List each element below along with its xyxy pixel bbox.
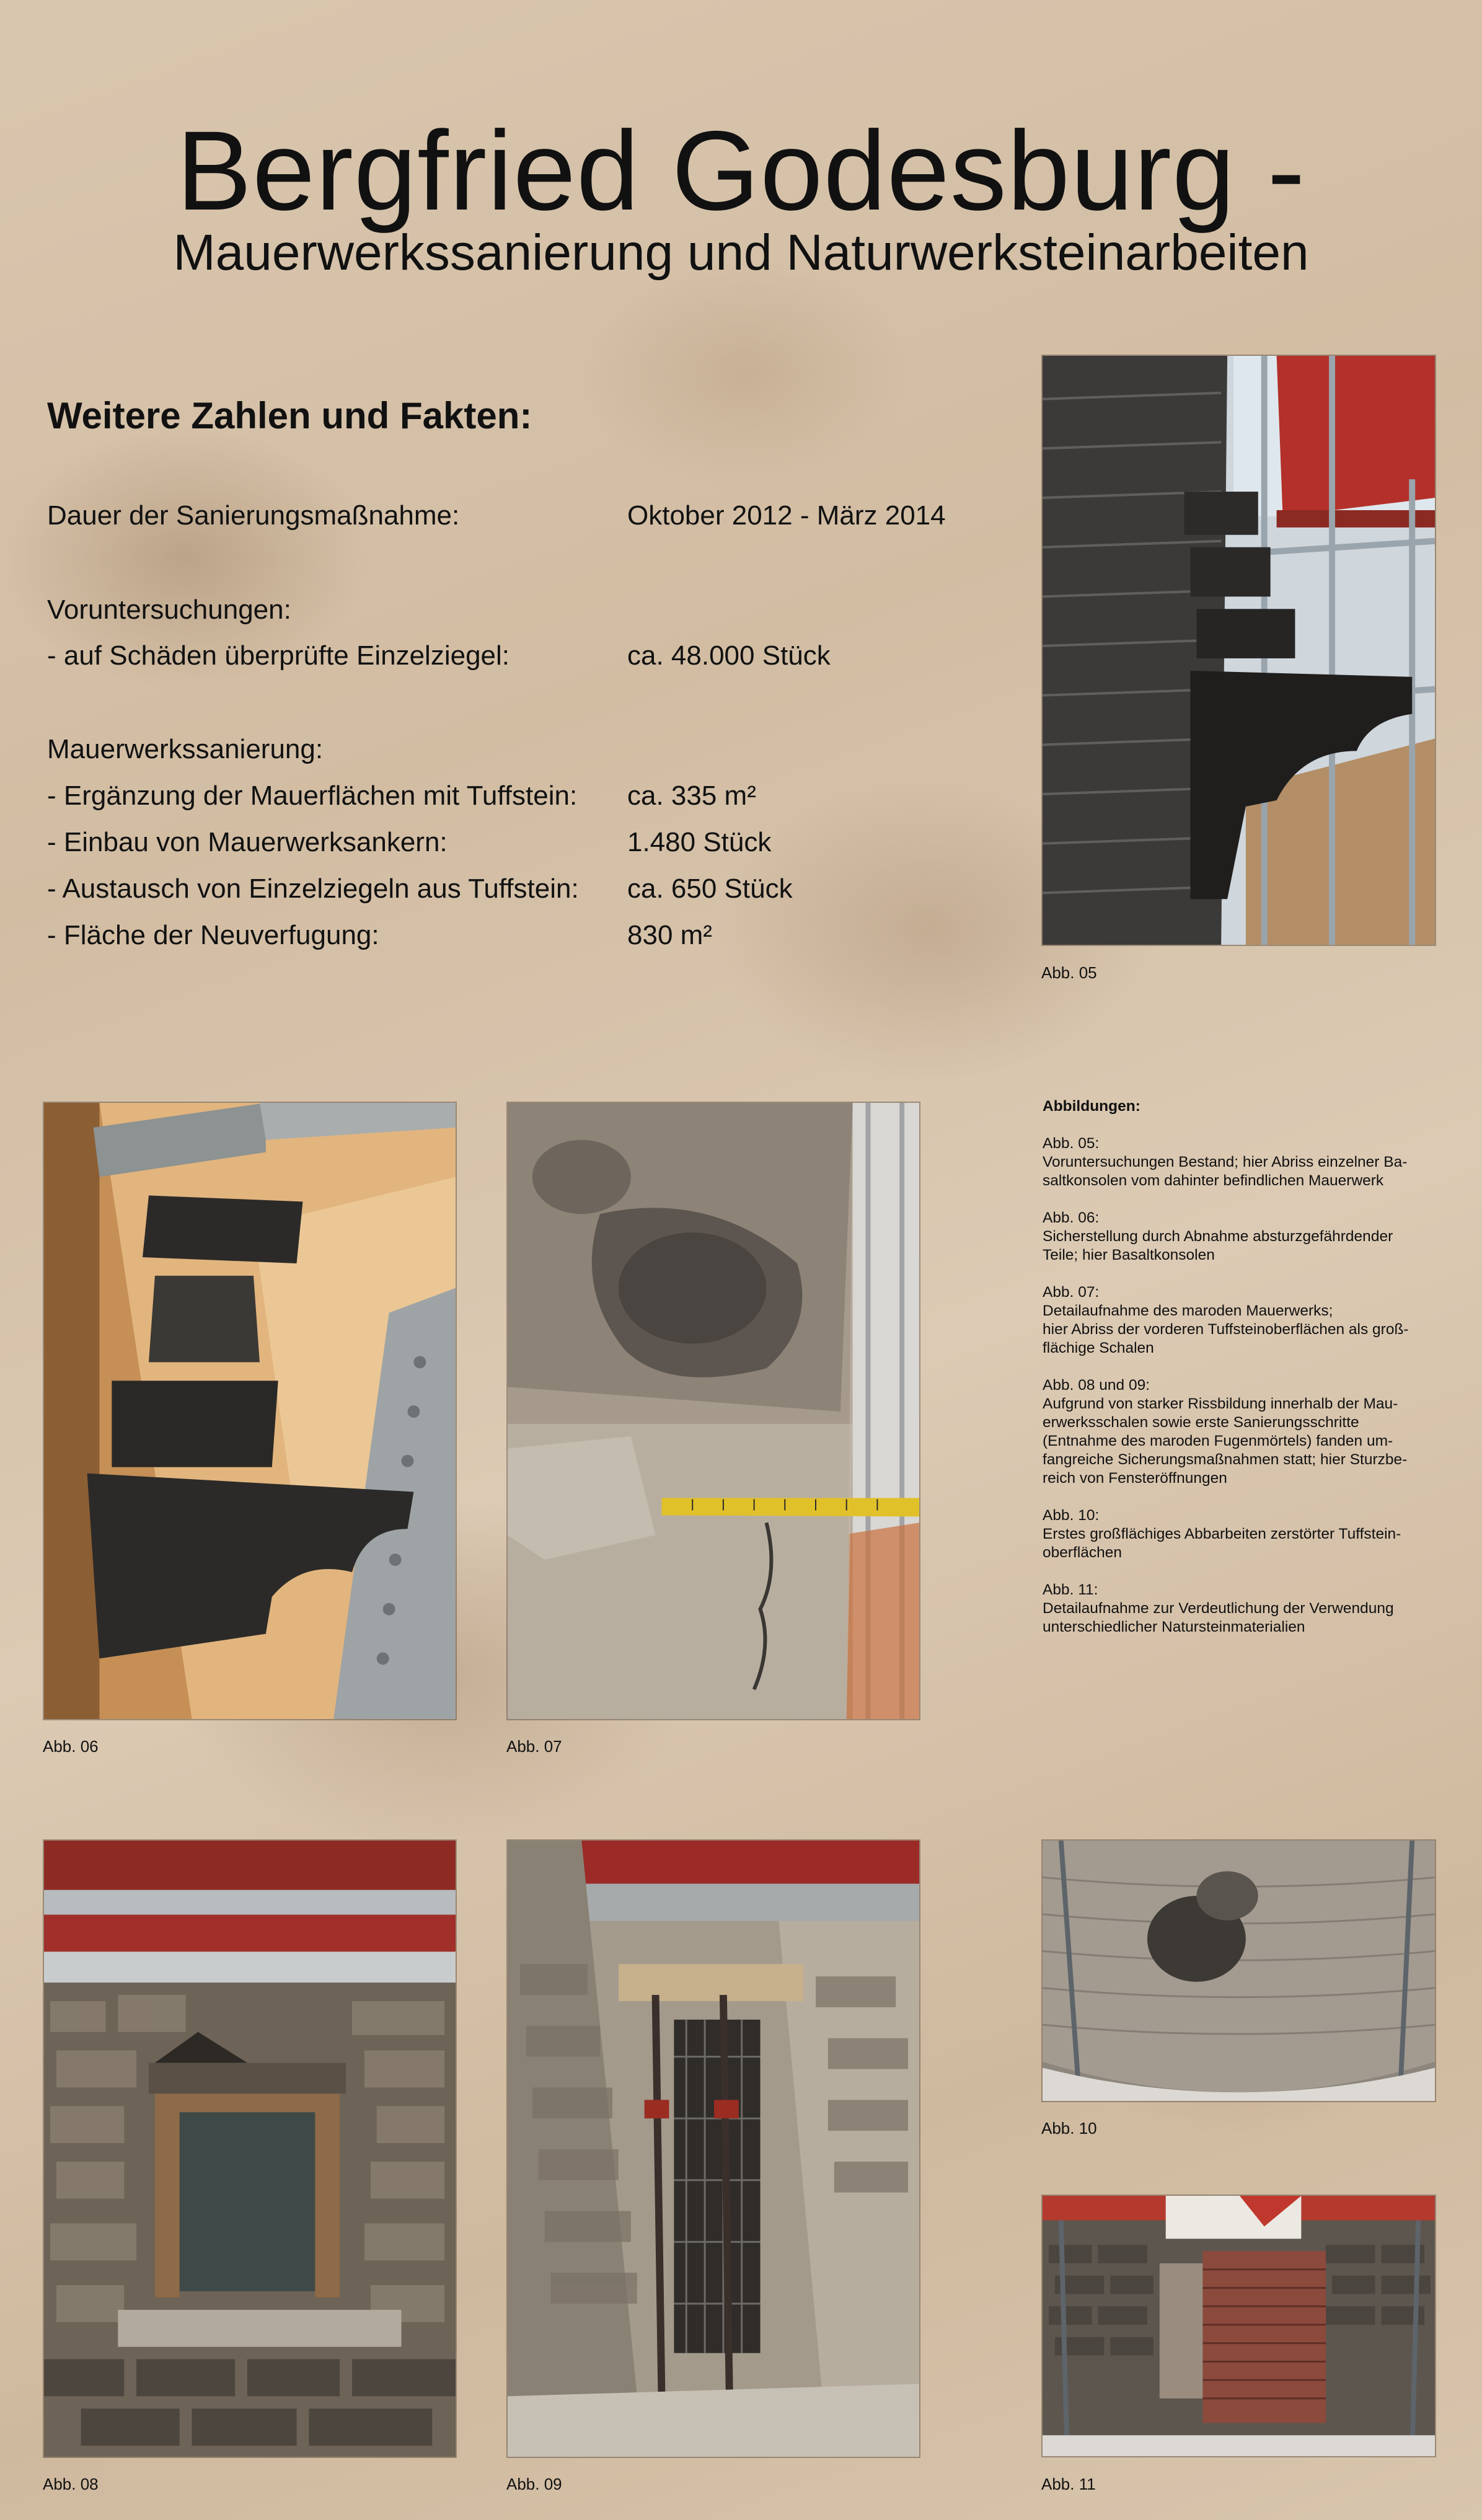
photo-abb-05 xyxy=(1041,355,1436,946)
photo-abb-06 xyxy=(43,1102,457,1720)
legend-entry-line: oberflächen xyxy=(1043,1544,1123,1561)
caption-abb-10: Abb. 10 xyxy=(1041,2119,1097,2138)
caption-abb-05: Abb. 05 xyxy=(1041,963,1097,982)
caption-abb-08: Abb. 08 xyxy=(43,2475,99,2493)
caption-abb-09: Abb. 09 xyxy=(506,2475,562,2493)
legend-entry-label: Abb. 11: xyxy=(1043,1581,1098,1598)
masonry-item-label: - Einbau von Mauerwerksankern: xyxy=(47,827,448,857)
masonry-item-label: - Fläche der Neuverfugung: xyxy=(47,920,379,950)
pre-investigation-value: ca. 48.000 Stück xyxy=(627,640,831,671)
legend-entry-label: Abb. 05: xyxy=(1043,1135,1100,1152)
duration-value: Oktober 2012 - März 2014 xyxy=(627,500,946,531)
legend-entry-line: Voruntersuchungen Bestand; hier Abriss einzelner Ba- xyxy=(1043,1154,1408,1170)
legend-entry xyxy=(1043,1209,1445,1265)
legend-entry-line: flächige Schalen xyxy=(1043,1340,1154,1356)
photo-abb-09 xyxy=(506,1839,920,2458)
photo-abb-10 xyxy=(1041,1839,1436,2102)
legend-entry-line: Teile; hier Basaltkonsolen xyxy=(1043,1247,1215,1263)
masonry-item-value: ca. 335 m² xyxy=(627,780,756,811)
masonry-item-value: ca. 650 Stück xyxy=(627,873,793,904)
photo-abb-08 xyxy=(43,1839,457,2458)
masonry-item-value: 830 m² xyxy=(627,920,712,950)
photo-abb-07 xyxy=(506,1102,920,1720)
legend-entry-label: Abb. 06: xyxy=(1043,1209,1100,1226)
legend-entry xyxy=(1043,1581,1445,1637)
caption-abb-11: Abb. 11 xyxy=(1041,2475,1096,2493)
legend-entry xyxy=(1043,1376,1445,1488)
legend-entry-line: saltkonsolen vom dahinter befindlichen Mauerwerk xyxy=(1043,1172,1384,1189)
legend-entry xyxy=(1043,1283,1445,1358)
masonry-item-label: - Ergänzung der Mauerflächen mit Tuffstein: xyxy=(47,780,578,811)
caption-abb-07: Abb. 07 xyxy=(506,1737,562,1756)
duration-label: Dauer der Sanierungsmaßnahme: xyxy=(47,500,460,531)
legend-entry-line: reich von Fensteröffnungen xyxy=(1043,1470,1227,1487)
page-title: Bergfried Godesburg - xyxy=(176,107,1306,234)
legend-entry-label: Abb. 10: xyxy=(1043,1507,1100,1524)
legend-entry-line: fangreiche Sicherungsmaßnahmen statt; hier Sturzbe- xyxy=(1043,1451,1408,1468)
legend-entry-line: Detailaufnahme des maroden Mauerwerks; xyxy=(1043,1302,1333,1319)
legend-entry-line: (Entnahme des maroden Fugenmörtels) fanden um- xyxy=(1043,1433,1393,1449)
masonry-item-value: 1.480 Stück xyxy=(627,827,772,857)
legend-entry xyxy=(1043,1134,1445,1190)
legend-entry-line: erwerksschalen sowie erste Sanierungsschritte xyxy=(1043,1414,1359,1431)
legend-entry-label: Abb. 07: xyxy=(1043,1284,1100,1301)
legend-entry-label: Abb. 08 und 09: xyxy=(1043,1377,1150,1394)
figure-legend xyxy=(1043,1097,1445,1655)
legend-entry xyxy=(1043,1506,1445,1562)
pre-investigation-label: - auf Schäden überprüfte Einzelziegel: xyxy=(47,640,510,671)
photo-abb-11 xyxy=(1041,2195,1436,2457)
legend-heading: Abbildungen: xyxy=(1043,1098,1140,1115)
legend-entry-line: Detailaufnahme zur Verdeutlichung der Verwendung xyxy=(1043,1600,1394,1617)
masonry-item-label: - Austausch von Einzelziegeln aus Tuffstein: xyxy=(47,873,579,904)
legend-entry-line: Erstes großflächiges Abbarbeiten zerstörter Tuffstein- xyxy=(1043,1526,1401,1542)
legend-entry-line: Aufgrund von starker Rissbildung innerhalb der Mau- xyxy=(1043,1395,1398,1412)
legend-entry-line: Sicherstellung durch Abnahme absturzgefährdender xyxy=(1043,1228,1393,1245)
caption-abb-06: Abb. 06 xyxy=(43,1737,99,1756)
pre-investigation-heading: Voruntersuchungen: xyxy=(47,595,291,625)
legend-entry-line: hier Abriss der vorderen Tuffsteinoberflächen als groß- xyxy=(1043,1321,1409,1338)
page-subtitle: Mauerwerkssanierung und Naturwerksteinarbeiten xyxy=(173,224,1309,281)
facts-heading: Weitere Zahlen und Fakten: xyxy=(47,395,532,436)
legend-entry-line: unterschiedlicher Natursteinmaterialien xyxy=(1043,1619,1305,1635)
masonry-heading: Mauerwerkssanierung: xyxy=(47,734,324,764)
